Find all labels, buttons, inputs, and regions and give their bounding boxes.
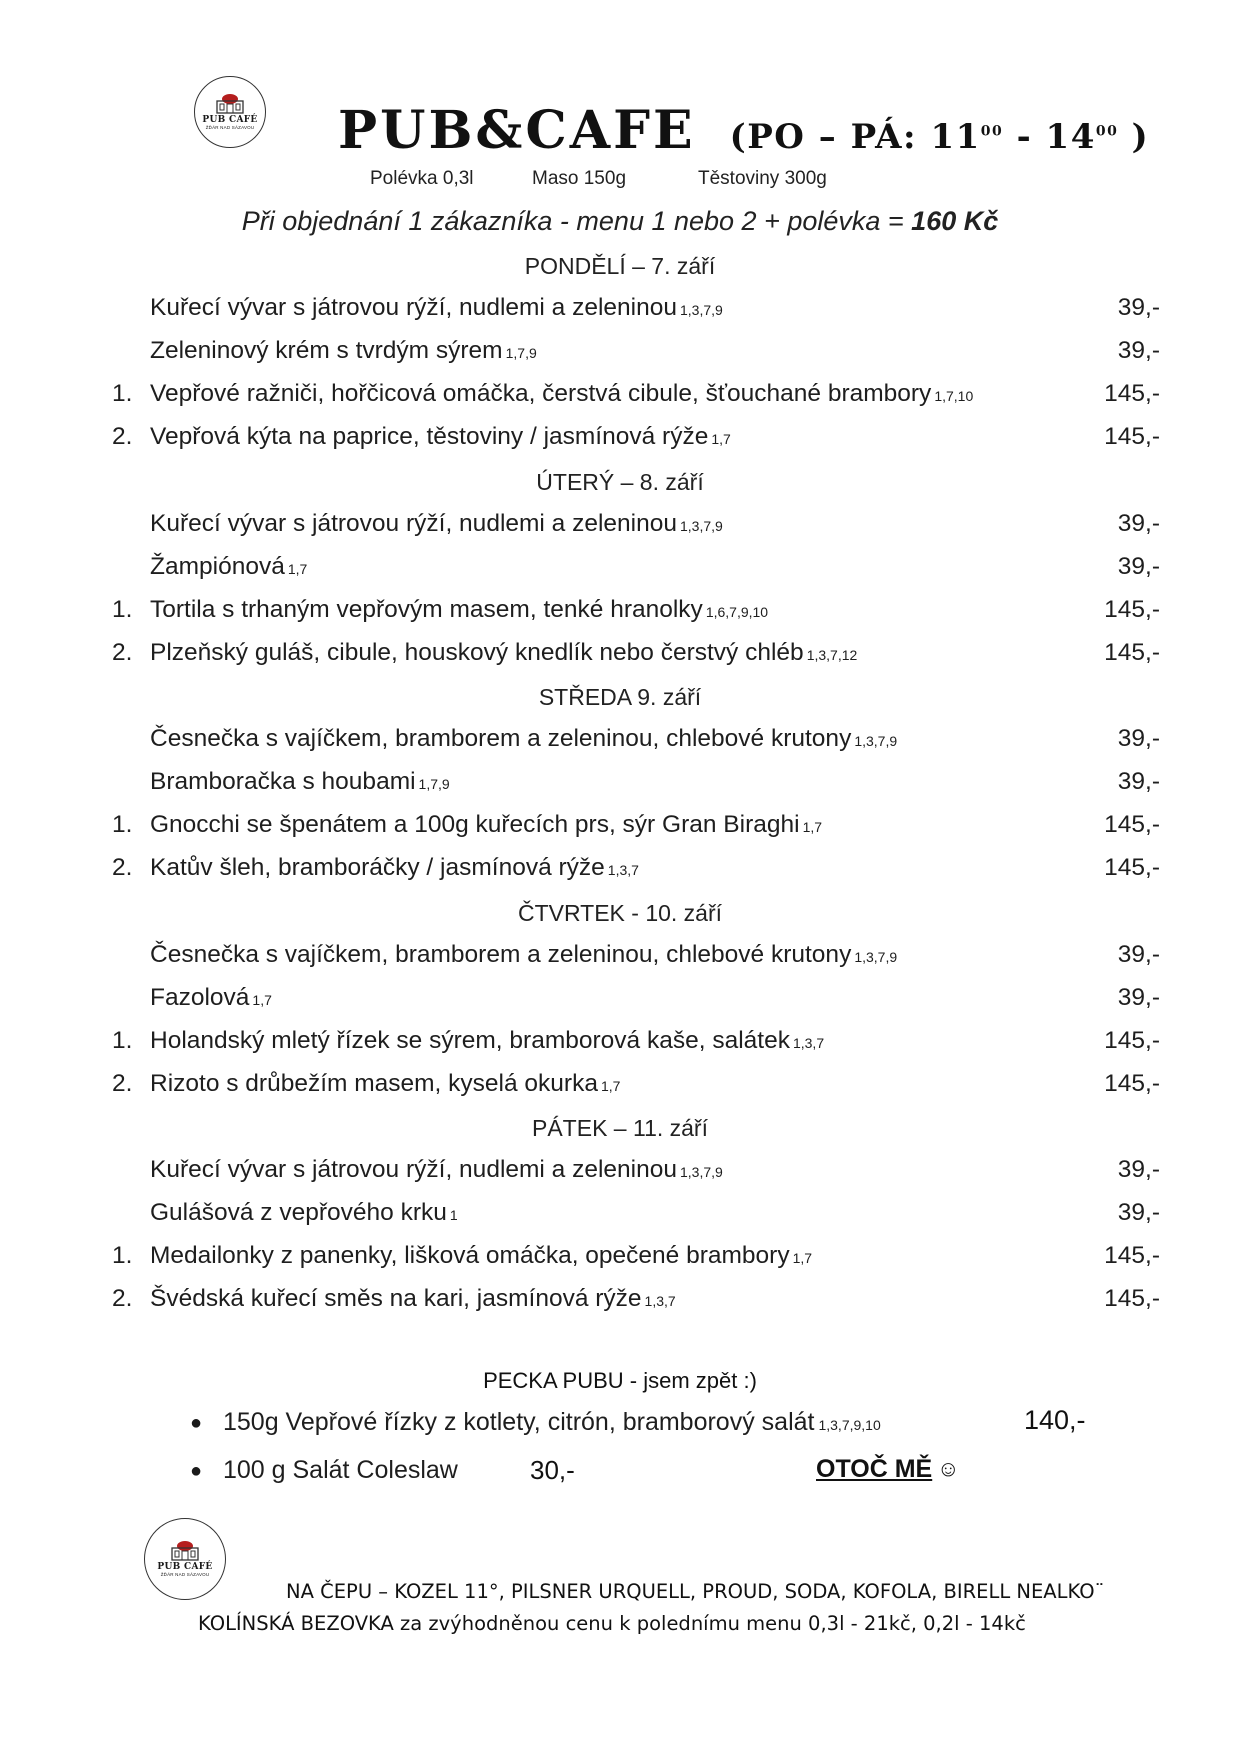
menu-item [0,423,1240,463]
menu-item [0,380,1240,420]
allergens: 1 [449,1207,458,1223]
allergens: 1,7 [802,819,823,835]
item-price: 39,- [1117,337,1160,364]
menu-item [0,854,1240,894]
menu-item [0,768,1240,808]
item-number: 2. [112,854,133,881]
menu-item [0,725,1240,765]
menu-item [0,294,1240,334]
item-price: 145,- [1104,423,1160,450]
allergens: 1,7,10 [934,388,974,404]
item-price: 39,- [1117,294,1160,321]
menu-item [0,1242,1240,1282]
pub-cafe-logo [194,76,266,148]
dish-name: Bramboračka s houbami 1,7,9 [150,768,450,795]
hours-start-minutes: 00 [980,123,1004,140]
day-heading: PÁTEK – 11. září [532,1115,708,1141]
pub-building-icon [166,1540,204,1562]
menu-offer: Při objednání 1 zákazníka - menu 1 nebo 2 + polévka = 160 Kč [241,206,999,236]
item-price: 145,- [1104,811,1160,838]
item-number: 2. [112,639,133,666]
dish-name: Žampiónová 1,7 [150,553,308,580]
menu-item [0,1199,1240,1239]
logo-place: ŽĎÁR NAD SÁZAVOU [205,125,255,130]
size-meat: Maso 150g [532,168,627,189]
menu-item [0,596,1240,636]
special-allergens: 1,3,7,9,10 [818,1417,881,1433]
opening-hours: (PO – PÁ: $11^{00} - 14^{00}$ ) [729,117,1150,157]
menu-item [0,337,1240,377]
special-price-1: 140,- [1024,1405,1086,1435]
allergens: 1,3,7 [607,862,639,878]
dish-name: Gulášová z vepřového krku 1 [150,1199,458,1226]
dish-name: Rizoto s drůbežím masem, kyselá okurka 1,7 [150,1070,621,1097]
dish-name: Kuřecí vývar s játrovou rýží, nudlemi a zeleninou 1,3,7,9 [150,294,723,321]
day-heading: STŘEDA 9. září [538,684,702,710]
size-pasta: Těstoviny 300g [698,168,827,189]
menu-item [0,984,1240,1024]
pub-cafe-logo-footer [144,1518,226,1600]
allergens: 1,3,7,12 [806,647,858,663]
item-price: 39,- [1117,984,1160,1011]
day-heading: PONDĚLÍ – 7. září [524,253,716,279]
item-number: 1. [112,380,133,407]
logo-name: PUB CAFÉ [202,115,258,125]
menu-item [0,1285,1240,1325]
special-price-2: 30,- [530,1455,575,1485]
item-price: 145,- [1104,1242,1160,1269]
dish-name: Katův šleh, bramboráčky / jasmínová rýže 1,3,7 [150,854,639,881]
logo-place: ŽĎÁR NAD SÁZAVOU [160,1572,210,1577]
special-item-2: 100 g Salát Coleslaw [223,1456,458,1484]
dish-name: Vepřová kýta na paprice, těstoviny / jasmínová rýže 1,7 [150,423,731,450]
item-price: 145,- [1104,1027,1160,1054]
item-price: 39,- [1117,1156,1160,1183]
allergens: 1,7 [287,561,308,577]
item-price: 39,- [1117,725,1160,752]
menu-item [0,553,1240,593]
item-number: 2. [112,423,133,450]
dish-name: Česnečka s vajíčkem, bramborem a zeleninou, chlebové krutony 1,3,7,9 [150,725,898,752]
item-price: 39,- [1117,553,1160,580]
dish-name: Fazolová 1,7 [150,984,272,1011]
allergens: 1,3,7,9 [854,733,898,749]
dish-name: Medailonky z panenky, lišková omáčka, opečené brambory 1,7 [150,1242,813,1269]
item-number: 1. [112,811,133,838]
menu-item [0,941,1240,981]
offer-price: 160 Kč [911,206,999,236]
special-item-1: 150g Vepřové řízky z kotlety, citrón, bramborový salát 1,3,7,9,10 [223,1408,881,1436]
item-price: 39,- [1117,510,1160,537]
dish-name: Tortila s trhaným vepřovým masem, tenké hranolky 1,6,7,9,10 [150,596,769,623]
bullet-icon: ● [190,1412,203,1434]
item-number: 2. [112,1070,133,1097]
menu-item [0,1027,1240,1067]
hours-end-minutes: 00 [1095,123,1119,140]
turn-over-link[interactable]: OTOČ MĚ [816,1455,933,1483]
item-price: 145,- [1104,596,1160,623]
dish-name: Gnocchi se špenátem a 100g kuřecích prs, sýr Gran Biraghi 1,7 [150,811,823,838]
dish-name: Kuřecí vývar s játrovou rýží, nudlemi a zeleninou 1,3,7,9 [150,510,723,537]
allergens: 1,3,7,9 [680,302,723,318]
item-number: 1. [112,596,133,623]
dish-name: Vepřové ražniči, hořčicová omáčka, čerstvá cibule, šťouchané brambory 1,7,10 [150,380,974,407]
drink-offer: KOLÍNSKÁ BEZOVKA za zvýhodněnou cenu k polednímu menu 0,3l - 21kč, 0,2l - 14kč [198,1612,1026,1635]
menu-item [0,811,1240,851]
size-soup: Polévka 0,3l [370,168,474,189]
dish-name: Zeleninový krém s tvrdým sýrem 1,7,9 [150,337,537,364]
allergens: 1,7,9 [505,345,537,361]
drinks-on-tap: NA ČEPU – KOZEL 11°, PILSNER URQUELL, PROUD, SODA, KOFOLA, BIRELL NEALKO¨ [286,1580,1105,1603]
allergens: 1,7 [600,1078,621,1094]
special-heading: PECKA PUBU - jsem zpět :) [483,1368,757,1393]
dish-name: Česnečka s vajíčkem, bramborem a zeleninou, chlebové krutony 1,3,7,9 [150,941,898,968]
item-price: 39,- [1117,1199,1160,1226]
pub-building-icon [211,93,249,115]
allergens: 1,3,7 [792,1035,825,1051]
day-heading: ÚTERÝ – 8. září [536,469,704,495]
dish-name: Švédská kuřecí směs na kari, jasmínová rýže 1,3,7 [150,1285,676,1312]
menu-item [0,1156,1240,1196]
bullet-icon: ● [190,1460,203,1482]
dish-name: Kuřecí vývar s játrovou rýží, nudlemi a zeleninou 1,3,7,9 [150,1156,723,1183]
allergens: 1,7 [252,992,272,1008]
menu-item [0,510,1240,550]
page-title [338,100,1149,161]
item-price: 39,- [1117,941,1160,968]
item-number: 1. [112,1242,133,1269]
allergens: 1,3,7,9 [680,518,723,534]
allergens: 1,3,7 [644,1293,676,1309]
pub-title: PUB&CAFE [338,100,696,161]
item-number: 2. [112,1285,133,1312]
allergens: 1,3,7,9 [680,1164,723,1180]
item-price: 145,- [1104,639,1160,666]
day-heading: ČTVRTEK - 10. září [517,900,723,926]
allergens: 1,7 [711,431,731,447]
allergens: 1,7 [792,1250,813,1266]
item-number: 1. [112,1027,133,1054]
smiley-icon: ☺ [937,1456,960,1481]
item-price: 39,- [1117,768,1160,795]
dish-name: Plzeňský guláš, cibule, houskový knedlík nebo čerstvý chléb 1,3,7,12 [150,639,858,666]
menu-item [0,1070,1240,1110]
dish-name: Holandský mletý řízek se sýrem, bramborová kaše, salátek 1,3,7 [150,1027,825,1054]
allergens: 1,3,7,9 [854,949,898,965]
item-price: 145,- [1104,1070,1160,1097]
allergens: 1,6,7,9,10 [705,604,769,620]
item-price: 145,- [1104,854,1160,881]
item-price: 145,- [1104,1285,1160,1312]
menu-item [0,639,1240,679]
item-price: 145,- [1104,380,1160,407]
logo-name: PUB CAFÉ [157,1562,213,1572]
allergens: 1,7,9 [418,776,450,792]
